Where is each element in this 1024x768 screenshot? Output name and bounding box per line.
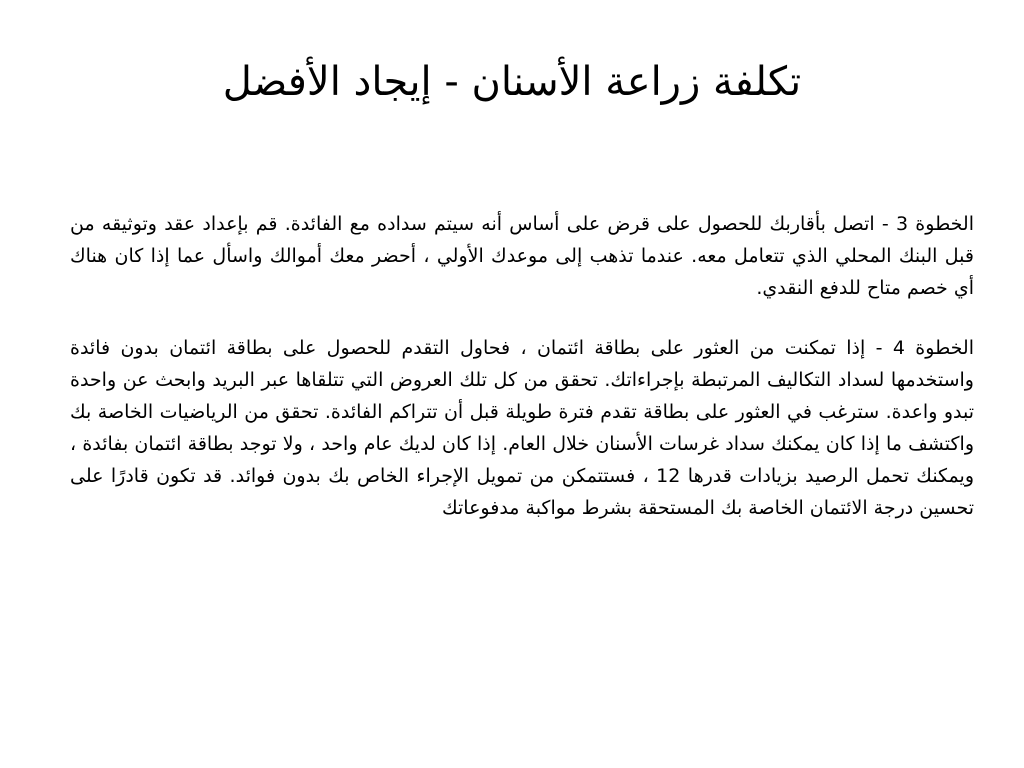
step-4-paragraph: الخطوة 4 - إذا تمكنت من العثور على بطاقة ائتمان ، فحاول التقدم للحصول على بطاقة ائتمان بدون فائدة واستخدمها لسداد التكاليف المرتبطة بإجراءاتك. تحقق من كل تلك العروض التي تتلقاها عبر البريد وابحث عن واحدة تبدو واعدة. سترغب في العثور على بطاقة تقدم فترة طويلة قبل أن تتراكم الفائدة. تحقق من الرياضيات الخاصة بك واكتشف ما إذا كان يمكنك سداد غرسات الأسنان خلال العام. إذا كان لديك عام واحد ، ولا توجد بطاقة ائتمان بفائدة ، ويمكنك تحمل الرصيد بزيادات قدرها 12 ، فستتمكن من تمويل الإجراء الخاص بك بدون فوائد. قد تكون قادرًا على تحسين درجة الائتمان الخاصة بك المستحقة بشرط مواكبة مدفوعاتك bbox=[70, 337, 974, 519]
slide-title: تكلفة زراعة الأسنان - إيجاد الأفضل bbox=[222, 59, 802, 105]
step-3-paragraph: الخطوة 3 - اتصل بأقاربك للحصول على قرض على أساس أنه سيتم سداده مع الفائدة. قم بإعداد عقد وتوثيقه من قبل البنك المحلي الذي تتعامل معه. عندما تذهب إلى موعدك الأولي ، أحضر معك أموالك واسأل عما إذا كان هناك أي خصم متاح للدفع النقدي. bbox=[70, 213, 974, 299]
slide-body bbox=[70, 208, 974, 552]
